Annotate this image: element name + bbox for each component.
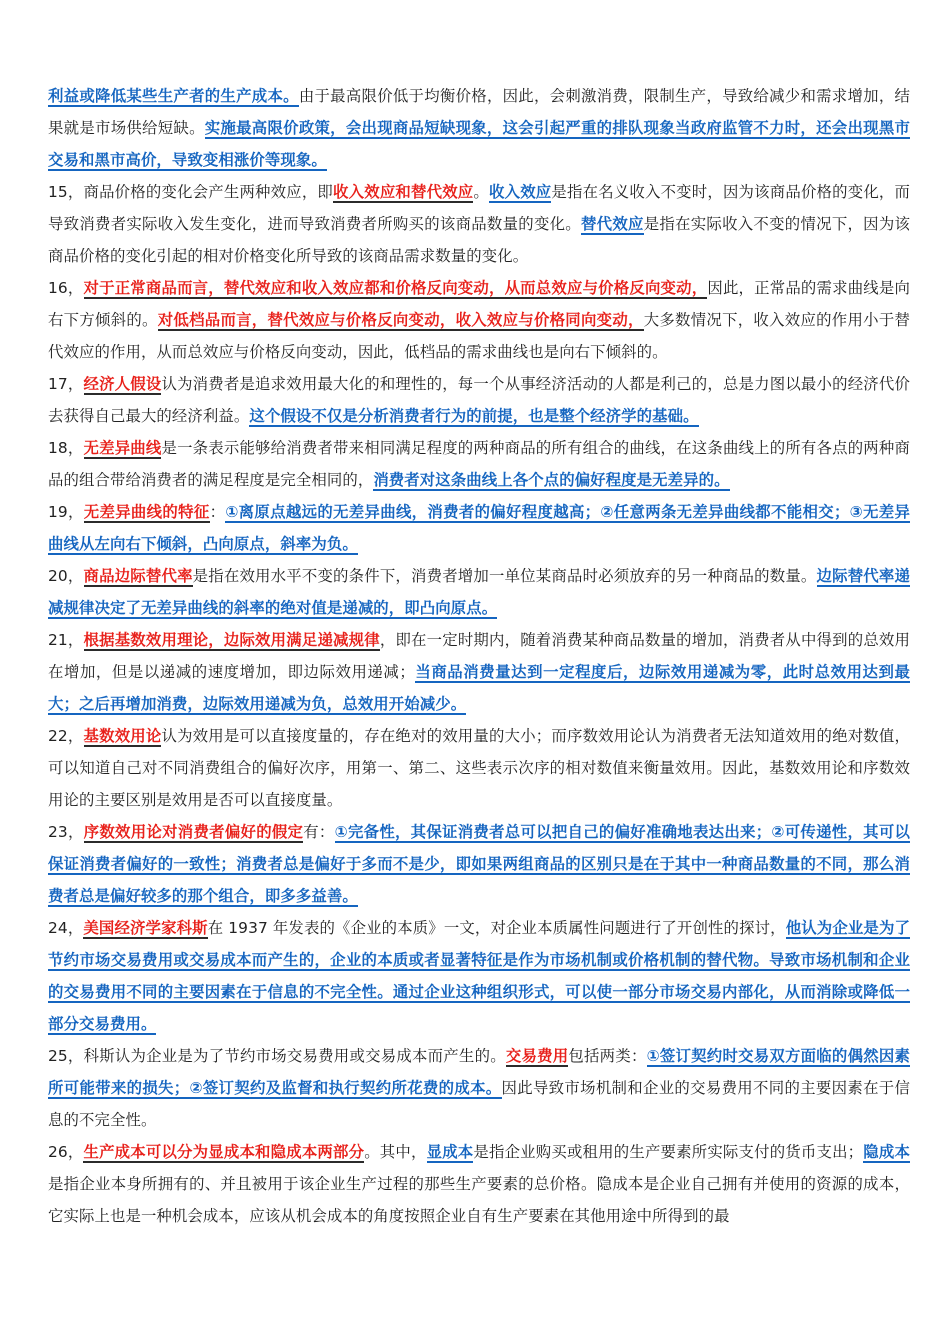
document-page	[48, 80, 910, 1232]
highlight-red-term: 无差异曲线	[83, 439, 162, 457]
highlight-red-term: 美国经济学家科斯	[83, 919, 208, 937]
body-text: 16，	[48, 279, 84, 297]
body-text: 大多数情况下，收入效应的作用小于替代效应的作用，从而总效应与价格反向变动，因此，低档品的需求曲线也是向右下倾斜的。	[48, 311, 910, 361]
body-text: 18，	[48, 439, 84, 457]
highlight-blue-text: 收入效应	[489, 183, 552, 201]
highlight-red-term: 经济人假设	[83, 375, 162, 393]
paragraph	[48, 432, 910, 496]
highlight-red-term: 交易费用	[505, 1047, 569, 1065]
highlight-blue-text: 隐成本	[863, 1143, 910, 1161]
body-text: 24，	[48, 919, 84, 937]
body-text: 。其中，	[364, 1143, 427, 1161]
highlight-blue-text: 他认为企业是为了节约市场交易费用或交易成本而产生的，企业的本质或者显著特征是作为市场机制或价格机制的替代物。导致市场机制和企业的交易费用不同的主要因素在于信息的不完全性。通过企业这种组织形式，可以使一部分市场交易内部化，从而消除或降低一部分交易费用。	[48, 919, 910, 1033]
highlight-blue-text: 利益或降低某些生产者的生产成本。	[48, 87, 299, 105]
highlight-blue-text: 当商品消费量达到一定程度后，边际效用递减为零，此时总效用达到最大；之后再增加消费，边际效用递减为负，总效用开始减少。	[48, 663, 910, 713]
body-text: 。	[473, 183, 490, 201]
paragraph	[48, 496, 910, 560]
body-text: 因此导致市场机制和企业的交易费用不同的主要因素在于信息的不完全性。	[48, 1079, 910, 1129]
body-text: 25，科斯认为企业是为了节约市场交易费用或交易成本而产生的。	[48, 1047, 506, 1065]
body-text: 17，	[48, 375, 84, 393]
body-text: 是一条表示能够给消费者带来相同满足程度的两种商品的所有组合的曲线，在这条曲线上的所有各点的两种商品的组合带给消费者的满足程度是完全相同的，	[48, 439, 910, 489]
body-text: 15，商品价格的变化会产生两种效应，即	[48, 183, 334, 201]
body-text: 是指企业购买或租用的生产要素所实际支付的货币支出；	[473, 1143, 864, 1161]
paragraph	[48, 816, 910, 912]
body-text: 26，	[48, 1143, 84, 1161]
body-text: 20，	[48, 567, 84, 585]
body-text: 是指企业本身所拥有的、并且被用于该企业生产过程的那些生产要素的总价格。隐成本是企业自己拥有并使用的资源的成本，它实际上也是一种机会成本，应该从机会成本的角度按照企业自有生产要素在其他用途中所得到的最	[48, 1175, 910, 1225]
highlight-red-term: 收入效应和替代效应	[333, 183, 474, 201]
body-text: ，即在一定时期内，随着消费某种商品数量的增加，消费者从中得到的总效用在增加，但是以递减的速度增加，即边际效用递减；	[48, 631, 911, 681]
body-text: 21，	[48, 631, 84, 649]
highlight-red-term: 根据基数效用理论，边际效用满足递减规律	[83, 631, 380, 649]
paragraph	[48, 1136, 910, 1232]
body-text: 19，	[48, 503, 84, 521]
body-text: 由于最高限价低于均衡价格，因此，会刺激消费，限制生产，导致给减少和需求增加，结果就是市场供给短缺。	[48, 87, 910, 137]
paragraph	[48, 912, 910, 1040]
highlight-red-term: 基数效用论	[83, 727, 162, 745]
highlight-blue-text: 消费者对这条曲线上各个点的偏好程度是无差异的。	[373, 471, 730, 489]
highlight-red-term: 生产成本可以分为显成本和隐成本两部分	[83, 1143, 365, 1161]
highlight-blue-text: 替代效应	[580, 215, 644, 233]
highlight-blue-text: ①签订契约时交易双方面临的偶然因素所可能带来的损失；②签订契约及监督和执行契约所花费的成本。	[48, 1047, 910, 1097]
paragraph	[48, 176, 910, 272]
highlight-red-term: 商品边际替代率	[83, 567, 193, 585]
highlight-red-term: 无差异曲线的特征	[83, 503, 210, 521]
paragraph	[48, 624, 910, 720]
body-text: 认为消费者是追求效用最大化的和理性的，每一个从事经济活动的人都是利己的，总是力图以最小的经济代价去获得自己最大的经济利益。	[48, 375, 910, 425]
paragraph	[48, 1040, 910, 1136]
body-text: ：	[209, 503, 226, 521]
highlight-blue-text: 边际替代率递减规律决定了无差异曲线的斜率的绝对值是递减的，即凸向原点。	[48, 567, 910, 617]
highlight-blue-text: ①离原点越远的无差异曲线，消费者的偏好程度越高；②任意两条无差异曲线都不能相交；③无差异曲线从左向右下倾斜，凸向原点，斜率为负。	[48, 503, 910, 553]
body-text: 包括两类：	[568, 1047, 647, 1065]
highlight-blue-text: 实施最高限价政策，会出现商品短缺现象，这会引起严重的排队现象当政府监管不力时，还会出现黑市交易和黑市高价，导致变相涨价等现象。	[48, 119, 910, 169]
highlight-red-term: 对于正常商品而言，替代效应和收入效应都和价格反向变动，从而总效应与价格反向变动，	[83, 279, 708, 297]
body-text: 是指在实际收入不变的情况下，因为该商品价格的变化引起的相对价格变化所导致的该商品需求数量的变化。	[48, 215, 911, 265]
paragraph	[48, 720, 910, 816]
highlight-blue-text: ①完备性，其保证消费者总可以把自己的偏好准确地表达出来；②可传递性，其可以保证消费者偏好的一致性；消费者总是偏好于多而不是少，即如果两组商品的区别只是在于其中一种商品数量的不同，那么消费者总是偏好较多的那个组合，即多多益善。	[48, 823, 911, 905]
body-text: 认为效用是可以直接度量的，存在绝对的效用量的大小；而序数效用论认为消费者无法知道效用的绝对数值，可以知道自己对不同消费组合的偏好次序，用第一、第二、这些表示次序的相对数值来衡量效用。因此，基数效用论和序数效用论的主要区别是效用是否可以直接度量。	[48, 727, 910, 809]
highlight-red-term: 对低档品而言，替代效应与价格反向变动，收入效应与价格同向变动，	[157, 311, 644, 329]
highlight-blue-text: 显成本	[426, 1143, 474, 1161]
body-text: 在 1937 年发表的《企业的本质》一文，对企业本质属性问题进行了开创性的探讨，	[207, 919, 786, 937]
highlight-red-term: 序数效用论对消费者偏好的假定	[83, 823, 304, 841]
body-text: 23，	[48, 823, 84, 841]
body-text: 因此，正常品的需求曲线是向右下方倾斜的。	[48, 279, 910, 329]
body-text: 22，	[48, 727, 84, 745]
body-text: 有：	[303, 823, 335, 841]
highlight-blue-text: 这个假设不仅是分析消费者行为的前提，也是整个经济学的基础。	[249, 407, 699, 425]
paragraph	[48, 560, 910, 624]
paragraph	[48, 368, 910, 432]
body-text: 是指在效用水平不变的条件下，消费者增加一单位某商品时必须放弃的另一种商品的数量。	[192, 567, 817, 585]
paragraph	[48, 272, 910, 368]
body-text: 是指在名义收入不变时，因为该商品价格的变化，而导致消费者实际收入发生变化，进而导致消费者所购买的该商品数量的变化。	[48, 183, 911, 233]
paragraph	[48, 80, 910, 176]
